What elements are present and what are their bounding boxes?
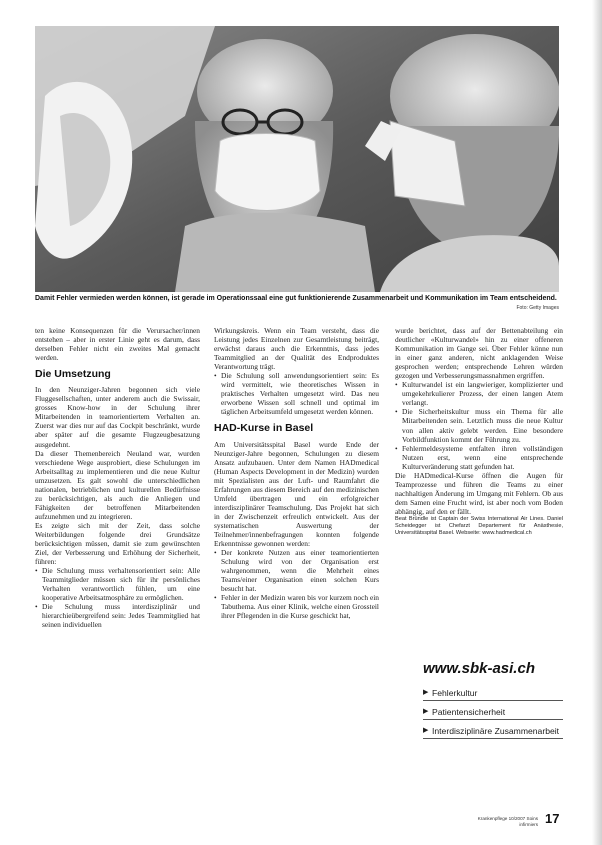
author-bio: Beat Bründle ist Captain der Swiss International Air Lines. Daniel Scheidegger ist Chefarzt Departement für Anästhesie, Universitätsspital Basel. Webseite: www.hadmedical.ch [395, 515, 563, 536]
list-item: • Die Sicherheitskultur muss ein Thema für alle Mitarbeitenden sein. Letztlich muss die neue Kultur von allen aktiv gelebt werden. Eine besondere Vorbildfunktion kommt der Führung zu. [395, 407, 563, 443]
link-patientensicherheit[interactable] [423, 704, 563, 720]
paragraph: Da dieser Themenbereich Neuland war, wurden verschiedene Wege ausprobiert, diese Schulungen im Arbeitsalltag zu implementieren und die neue Kultur umzusetzen. Es galt sowohl die unterschiedlichen nationalen, betrieblichen und kulturellen Bedürfnisse zu berücksichtigen, als auch die Anliegen und Fähigkeiten der betroffenen Mitarbeitenden aufzunehmen und zu integrieren. [35, 448, 200, 521]
journal-footer: Krankenpflege 10/2007 Soins infirmiers [477, 816, 538, 827]
column-3 [395, 326, 563, 537]
link-interdisziplinaere-zusammenarbeit[interactable] [423, 723, 563, 739]
arrow-right-icon: ▶ [423, 708, 429, 715]
photo-caption: Damit Fehler vermieden werden können, ist gerade im Operationssaal eine gut funktionierende Zusammenarbeit und Kommunikation im Team entscheidend. [35, 295, 557, 302]
link-box [423, 660, 563, 742]
bullet-list [35, 566, 200, 629]
link-fehlerkultur[interactable] [423, 685, 563, 701]
arrow-right-icon: ▶ [423, 689, 429, 696]
list-item: • Fehler in der Medizin waren bis vor kurzem noch ein Tabuthema. Aus einer Klinik, welche einen Grossteil ihrer Pflegenden in die Kurse geschickt hat, [214, 593, 379, 620]
link-label: Interdisziplinäre Zusammenarbeit [432, 726, 560, 736]
link-label: Patientensicherheit [432, 707, 506, 717]
list-item: • Der konkrete Nutzen aus einer teamorientierten Schulung wird von der Organisation erst wahrgenommen, wenn die Mehrheit eines Teams/einer Organisation einen solchen Kurs besucht hat. [214, 548, 379, 593]
list-item: • Die Schulung muss interdisziplinär und hierarchieübergreifend sein: Jedes Teammitglied hat seinen individuellen [35, 602, 200, 629]
page-edge-shadow [592, 0, 602, 845]
paragraph: Es zeigte sich mit der Zeit, dass solche Weiterbildungen folgende drei Grundsätze berücksichtigen müssen, damit sie zum gewünschten Ziel, der Verbesserung und Erhöhung der Sicherheit, führen: [35, 520, 200, 567]
list-item: • Kulturwandel ist ein langwieriger, komplizierter und umgekehrkulierer Prozess, der einen langen Atem verlangt. [395, 380, 563, 407]
arrow-right-icon: ▶ [423, 727, 429, 734]
list-item: • Die Schulung muss verhaltensorientiert sein: Alle Teammitglieder müssen sich für ihr persönliches Verhalten verantwortlich fühlen, um eine kooperative Arbeitsatmosphäre zu ermöglichen. [35, 566, 200, 602]
list-item: • Die Schulung soll anwendungsorientiert sein: Es wird vermittelt, wie theoretisches Wissen in praktisches Verhalten umgesetzt wird. Das neu erworbene Wissen soll schnell und optimal im täglichen Arbeitsumfeld umgesetzt werden können. [214, 371, 379, 416]
photo-credit: Foto: Getty Images [516, 305, 559, 311]
paragraph: ten keine Konsequenzen für die Verursacher/innen entstehen – aber in erster Linie geht es darum, dass derselben Fehler nicht ein zweites Mal gemacht werden. [35, 326, 200, 363]
column-2 [214, 326, 379, 620]
column-1 [35, 326, 200, 630]
article-photo [35, 26, 559, 292]
website-url[interactable]: www.sbk-asi.ch [423, 660, 535, 677]
operating-room-photo [35, 26, 559, 292]
paragraph: wurde berichtet, dass auf der Bettenabteilung ein deutlicher «Kulturwandel» hin zu einer offeneren Kommunikation im Gange sei. Über Fehler könne nun in einer ganz anderen, nicht anklagenden Weise gesprochen werden; entsprechende Lehren würden gezogen und Verbesserungsmassnahmen ergriffen. [395, 326, 563, 381]
link-label: Fehlerkultur [432, 688, 478, 698]
list-item: • Fehlermeldesysteme entfalten ihren vollständigen Nutzen erst, wenn eine entsprechende Kulturveränderung statt gefunden hat. [395, 444, 563, 471]
bullet-list [395, 380, 563, 470]
section-heading: Die Umsetzung [35, 368, 111, 381]
paragraph: Die HADmedical-Kurse öffnen die Augen für Teamprozesse und führen die Teams zu einer nachhaltigen Änderung im Umgang mit Fehlern. Ob aus dem Samen eine Frucht wird, ist aber noch vom Boden abhängig, auf den er fällt. [395, 470, 563, 516]
page-number: 17 [545, 811, 560, 826]
paragraph: Wirkungskreis. Wenn ein Team versteht, dass die Leistung jedes Einzelnen zur Gesamtleistung beiträgt, erwächst daraus auch die Erkenntnis, dass jedes Teammitglied an der Qualität des Endproduktes Verantwortung trägt. [214, 326, 379, 372]
section-heading: HAD-Kurse in Basel [214, 422, 314, 435]
bullet-list [214, 548, 379, 620]
paragraph: In den Neunziger-Jahren begonnen sich viele Fluggesellschaften, unter anderem auch die Swissair, grosses Know-how in der Schulung ihrer Mitarbeitenden in teamorientiertem Verhalten an. Zuerst war dies nur auf das Cockpit beschränkt, wurde aber später auf die gesamte Flugzeugbesatzung ausgedehnt. [35, 385, 200, 449]
bullet-list [214, 371, 379, 416]
paragraph: Am Universitätsspital Basel wurde Ende der Neunziger-Jahre begonnen, Schulungen zu diesem Ansatz aufzubauen. Unter dem Namen HADmedical (Human Aspects Development in der Medizin) wurden mit Spezialisten aus der Luft- und Raumfahrt die Erfahrungen aus diesem Bereich auf den medizinischen Umfeld übertragen und ein erfolgreicher interdisziplinärer Teamschulung. Das Projekt hat sich in der Zwischenzeit erfreulich entwickelt. Aus der systematischen Auswertung der Teilnehmer/innenbefragungen konnten folgende Erkenntnisse gewonnen werden: [214, 439, 379, 549]
